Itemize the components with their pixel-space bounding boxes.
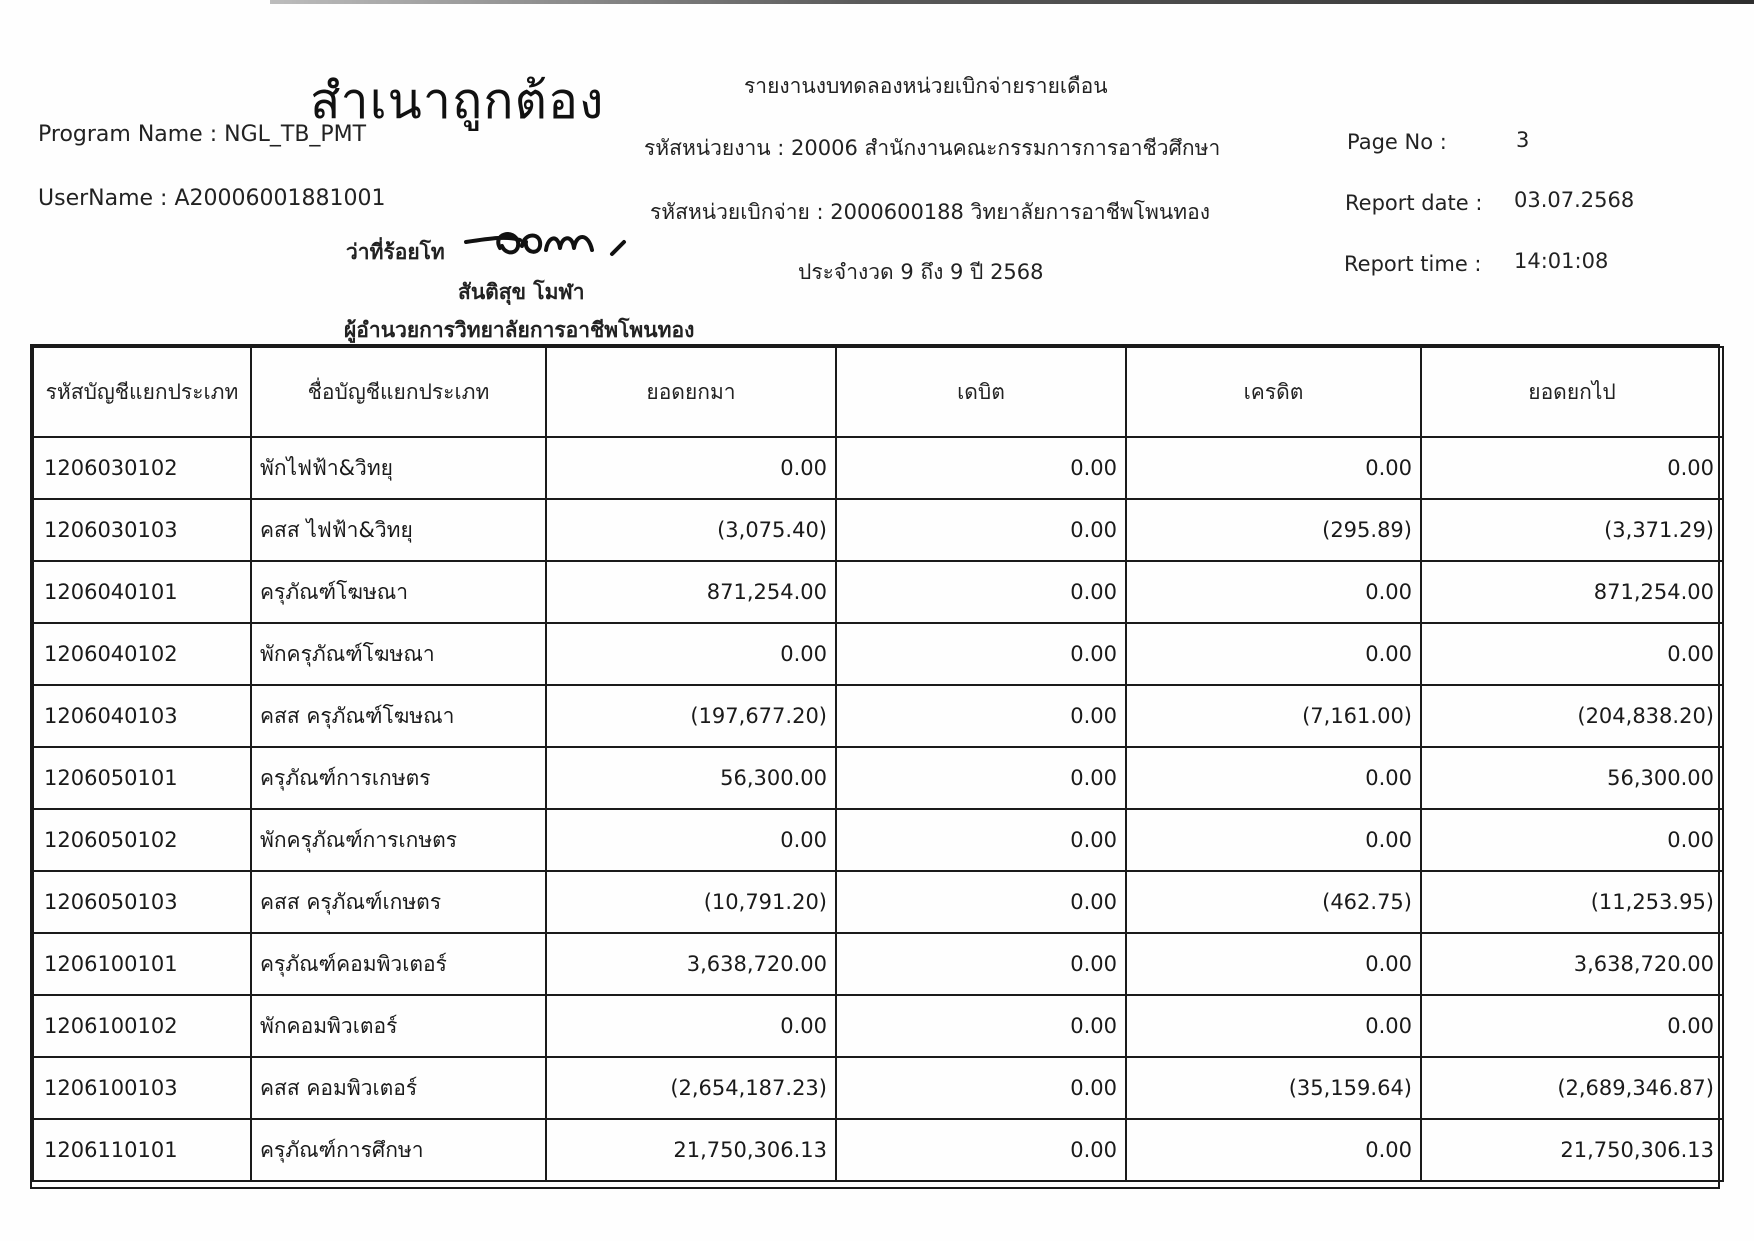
report-time-value: 14:01:08: [1514, 249, 1609, 273]
cell-code: 1206040102: [33, 623, 251, 685]
header-code: รหัสบัญชีแยกประเภท: [33, 347, 251, 437]
cell-debit: 0.00: [836, 933, 1126, 995]
cell-carried-forward: 0.00: [1421, 623, 1723, 685]
cell-debit: 0.00: [836, 871, 1126, 933]
cell-carried-forward: (2,689,346.87): [1421, 1057, 1723, 1119]
cell-debit: 0.00: [836, 561, 1126, 623]
cell-carried-forward: 0.00: [1421, 437, 1723, 499]
cell-name: พักครุภัณฑ์การเกษตร: [251, 809, 546, 871]
cell-brought-forward: 0.00: [546, 437, 836, 499]
report-date-label: Report date :: [1345, 191, 1483, 215]
scan-top-edge: [270, 0, 1754, 4]
cell-brought-forward: (2,654,187.23): [546, 1057, 836, 1119]
cell-brought-forward: 871,254.00: [546, 561, 836, 623]
cell-name: พักไฟฟ้า&วิทยุ: [251, 437, 546, 499]
trial-balance-grid: [32, 346, 1724, 1182]
cell-debit: 0.00: [836, 623, 1126, 685]
cell-name: ครุภัณฑ์โฆษณา: [251, 561, 546, 623]
cell-credit: 0.00: [1126, 1119, 1421, 1181]
table-row: [33, 561, 1723, 623]
disbursing-unit-line: รหัสหน่วยเบิกจ่าย : 2000600188 วิทยาลัยการอาชีพโพนทอง: [650, 200, 1210, 224]
report-date-value: 03.07.2568: [1514, 188, 1635, 212]
cell-brought-forward: 3,638,720.00: [546, 933, 836, 995]
cell-carried-forward: 3,638,720.00: [1421, 933, 1723, 995]
table-header-row: [33, 347, 1723, 437]
table-row: [33, 499, 1723, 561]
cell-debit: 0.00: [836, 809, 1126, 871]
cell-brought-forward: (197,677.20): [546, 685, 836, 747]
cell-brought-forward: 0.00: [546, 623, 836, 685]
period-line: ประจำงวด 9 ถึง 9 ปี 2568: [798, 260, 1044, 284]
cell-code: 1206100101: [33, 933, 251, 995]
cell-code: 1206030103: [33, 499, 251, 561]
header-carried-forward: ยอดยกไป: [1421, 347, 1723, 437]
cell-brought-forward: 56,300.00: [546, 747, 836, 809]
cell-credit: 0.00: [1126, 933, 1421, 995]
cell-name: คสส ครุภัณฑ์เกษตร: [251, 871, 546, 933]
cell-carried-forward: 21,750,306.13: [1421, 1119, 1723, 1181]
program-name: Program Name : NGL_TB_PMT: [38, 122, 367, 147]
cell-name: ครุภัณฑ์การศึกษา: [251, 1119, 546, 1181]
cell-carried-forward: 0.00: [1421, 995, 1723, 1057]
cell-code: 1206100103: [33, 1057, 251, 1119]
cell-name: ครุภัณฑ์การเกษตร: [251, 747, 546, 809]
cell-credit: 0.00: [1126, 809, 1421, 871]
cell-credit: 0.00: [1126, 623, 1421, 685]
cell-brought-forward: 21,750,306.13: [546, 1119, 836, 1181]
cell-brought-forward: (3,075.40): [546, 499, 836, 561]
cell-code: 1206040101: [33, 561, 251, 623]
cell-name: ครุภัณฑ์คอมพิวเตอร์: [251, 933, 546, 995]
username: UserName : A20006001881001: [38, 186, 386, 211]
cell-name: พักครุภัณฑ์โฆษณา: [251, 623, 546, 685]
cell-debit: 0.00: [836, 747, 1126, 809]
cell-name: คสส คอมพิวเตอร์: [251, 1057, 546, 1119]
cell-debit: 0.00: [836, 499, 1126, 561]
cell-brought-forward: 0.00: [546, 995, 836, 1057]
table-row: [33, 623, 1723, 685]
certified-copy-stamp: สำเนาถูกต้อง: [310, 72, 605, 130]
table-row: [33, 1057, 1723, 1119]
cell-code: 1206050103: [33, 871, 251, 933]
certifier-position: ผู้อำนวยการวิทยาลัยการอาชีพโพนทอง: [344, 318, 695, 342]
table-row: [33, 933, 1723, 995]
cell-debit: 0.00: [836, 685, 1126, 747]
table-row: [33, 995, 1723, 1057]
cell-code: 1206050101: [33, 747, 251, 809]
header-debit: เดบิต: [836, 347, 1126, 437]
table-row: [33, 685, 1723, 747]
cell-code: 1206050102: [33, 809, 251, 871]
agency-line: รหัสหน่วยงาน : 20006 สำนักงานคณะกรรมการการอาชีวศึกษา: [644, 136, 1221, 160]
cell-name: คสส ครุภัณฑ์โฆษณา: [251, 685, 546, 747]
cell-carried-forward: 871,254.00: [1421, 561, 1723, 623]
header-brought-forward: ยอดยกมา: [546, 347, 836, 437]
cell-name: พักคอมพิวเตอร์: [251, 995, 546, 1057]
cell-code: 1206100102: [33, 995, 251, 1057]
cell-name: คสส ไฟฟ้า&วิทยุ: [251, 499, 546, 561]
table-row: [33, 809, 1723, 871]
cell-credit: 0.00: [1126, 561, 1421, 623]
cell-carried-forward: (3,371.29): [1421, 499, 1723, 561]
cell-credit: 0.00: [1126, 747, 1421, 809]
report-time-label: Report time :: [1344, 252, 1482, 276]
cell-credit: (462.75): [1126, 871, 1421, 933]
certifier-rank: ว่าที่ร้อยโท: [346, 240, 445, 264]
cell-brought-forward: (10,791.20): [546, 871, 836, 933]
cell-code: 1206040103: [33, 685, 251, 747]
table-row: [33, 437, 1723, 499]
page-no-value: 3: [1516, 128, 1530, 152]
table-row: [33, 871, 1723, 933]
page-no-label: Page No :: [1347, 130, 1447, 154]
cell-credit: 0.00: [1126, 437, 1421, 499]
cell-code: 1206110101: [33, 1119, 251, 1181]
cell-credit: (35,159.64): [1126, 1057, 1421, 1119]
cell-carried-forward: 56,300.00: [1421, 747, 1723, 809]
table-row: [33, 747, 1723, 809]
cell-carried-forward: (11,253.95): [1421, 871, 1723, 933]
cell-credit: 0.00: [1126, 995, 1421, 1057]
certifier-name: สันติสุข โมฬา: [458, 280, 585, 304]
cell-carried-forward: 0.00: [1421, 809, 1723, 871]
table-row: [33, 1119, 1723, 1181]
cell-brought-forward: 0.00: [546, 809, 836, 871]
report-title: รายงานงบทดลองหน่วยเบิกจ่ายรายเดือน: [744, 74, 1108, 98]
cell-carried-forward: (204,838.20): [1421, 685, 1723, 747]
cell-credit: (7,161.00): [1126, 685, 1421, 747]
header-name: ชื่อบัญชีแยกประเภท: [251, 347, 546, 437]
trial-balance-table: [30, 344, 1720, 1189]
header-credit: เครดิต: [1126, 347, 1421, 437]
cell-credit: (295.89): [1126, 499, 1421, 561]
handwritten-signature: [462, 222, 632, 262]
cell-code: 1206030102: [33, 437, 251, 499]
cell-debit: 0.00: [836, 437, 1126, 499]
cell-debit: 0.00: [836, 1057, 1126, 1119]
cell-debit: 0.00: [836, 995, 1126, 1057]
cell-debit: 0.00: [836, 1119, 1126, 1181]
